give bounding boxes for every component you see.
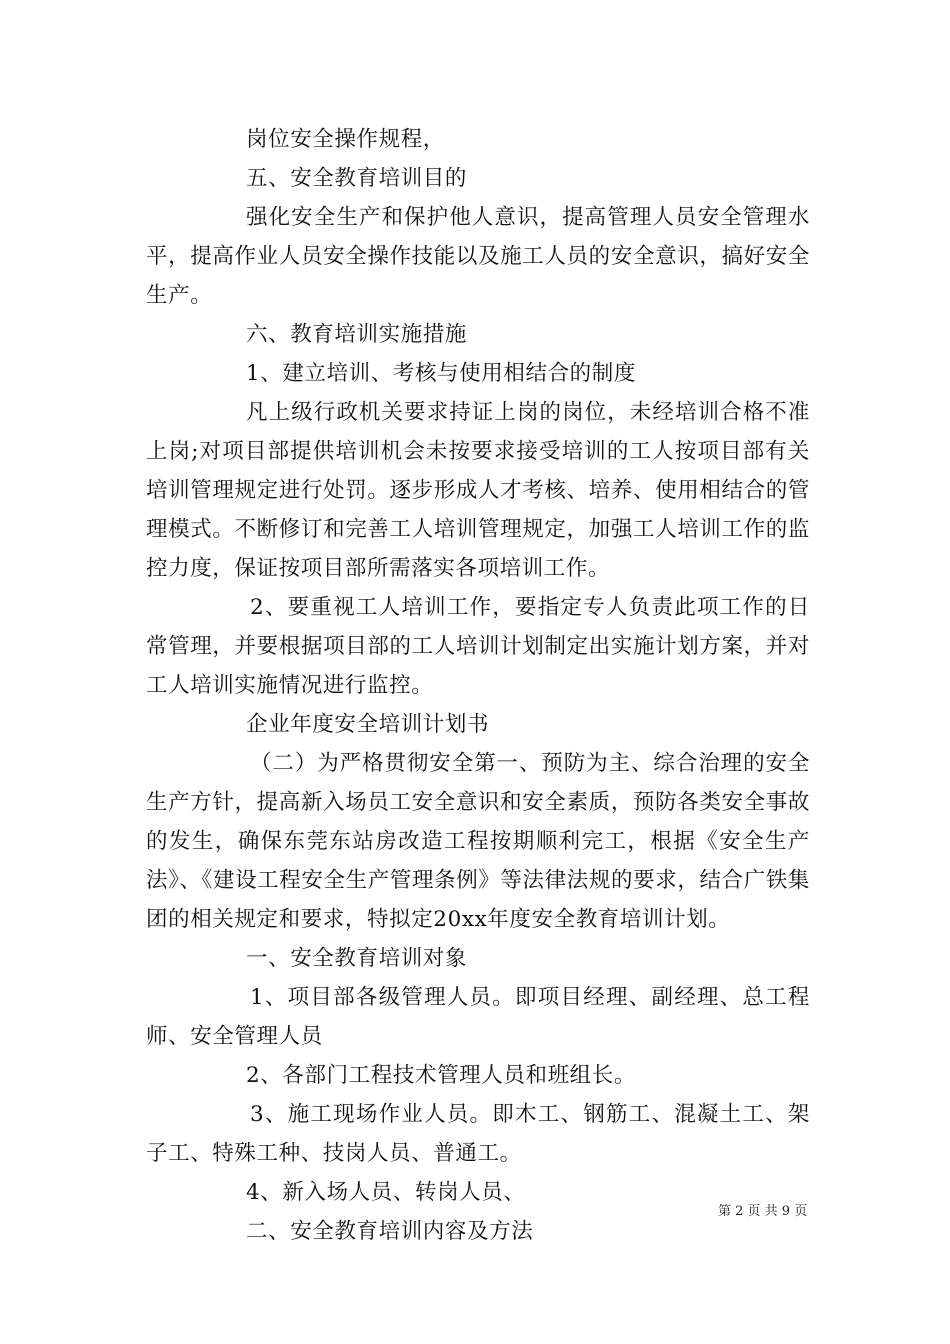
- section-heading: 六、教育培训实施措施: [246, 322, 468, 347]
- paragraph: 凡上级行政机关要求持证上岗的岗位，未经培训合格不准上岗;对项目部提供培训机会未按要求接受培训的工人按项目部有关培训管理规定进行处罚。逐步形成人才考核、培养、使用相结合的管理模式。不断修订和完善工人培训管理规定，加强工人培训工作的监控力度，保证按项目部所需落实各项培训工作。: [146, 400, 810, 581]
- paragraph: 岗位安全操作规程，: [246, 127, 445, 152]
- list-item: 1、项目部各级管理人员。即项目经理、副经理、总工程师、安全管理人员: [146, 985, 810, 1049]
- page-number-footer: 第 2 页 共 9 页: [718, 1204, 808, 1219]
- list-item: 2、各部门工程技术管理人员和班组长。: [246, 1063, 636, 1088]
- section-heading: 一、安全教育培训对象: [246, 946, 468, 971]
- document-body: [146, 120, 810, 1251]
- document-title: 企业年度安全培训计划书: [246, 712, 490, 737]
- list-item: 4、新入场人员、转岗人员、: [246, 1180, 526, 1205]
- paragraph: 2、要重视工人培训工作，要指定专人负责此项工作的日常管理，并要根据项目部的工人培训计划制定出实施计划方案，并对工人培训实施情况进行监控。: [146, 595, 810, 698]
- subsection-heading: 1、建立培训、考核与使用相结合的制度: [246, 361, 636, 386]
- list-item: 3、施工现场作业人员。即木工、钢筋工、混凝土工、架子工、特殊工种、技岗人员、普通工。: [146, 1102, 810, 1166]
- paragraph: （二）为严格贯彻安全第一、预防为主、综合治理的安全生产方针，提高新入场员工安全意识和安全素质，预防各类安全事故的发生，确保东莞东站房改造工程按期顺利完工，根据《安全生产法》、《建设工程安全生产管理条例》等法律法规的要求，结合广铁集团的相关规定和要求，特拟定20xx年度安全教育培训计划。: [146, 751, 810, 932]
- section-heading: 二、安全教育培训内容及方法: [246, 1219, 534, 1244]
- section-heading: 五、安全教育培训目的: [246, 166, 468, 191]
- paragraph: 强化安全生产和保护他人意识，提高管理人员安全管理水平，提高作业人员安全操作技能以及施工人员的安全意识，搞好安全生产。: [146, 205, 810, 308]
